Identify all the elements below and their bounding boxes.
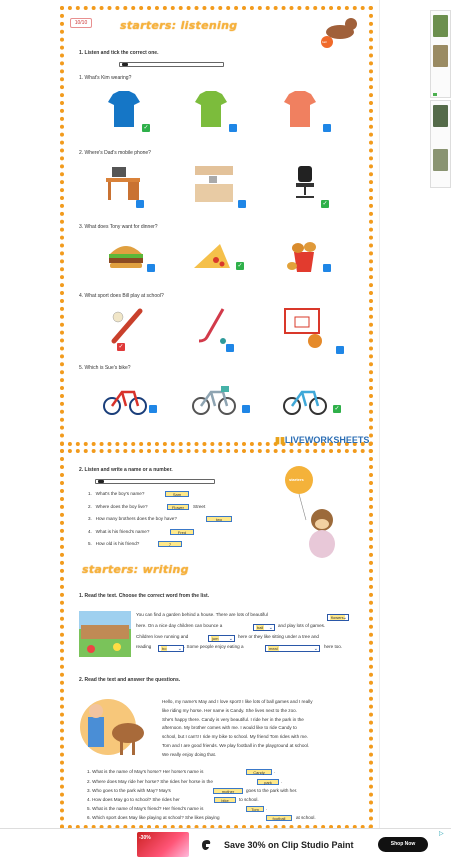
girl-horse-illustration [78, 697, 156, 761]
part2-heading: 2. Listen and write a name or a number. [79, 467, 173, 473]
q3-suffix: goes to the park with her. [246, 788, 298, 793]
para-line: school, but I can't! I ride my bike to school. My friend Tom rides with me. [162, 734, 309, 740]
fried-chicken-icon [286, 238, 322, 274]
green-tshirt-icon [194, 90, 228, 128]
read1-line4c: here too. [324, 644, 343, 649]
desk-icon [104, 164, 142, 202]
answer-place[interactable]: park [257, 779, 279, 785]
garden-illustration [79, 611, 131, 657]
answer-who[interactable]: mother [213, 788, 243, 794]
pizza-icon [192, 242, 232, 272]
writing-title: starters: writing [82, 563, 189, 576]
ad-banner[interactable] [0, 828, 451, 859]
question-3: 3. What does Tony want for dinner? [79, 224, 158, 230]
part2-item-4: 4. What is his friend's name? [88, 529, 150, 534]
read1-line2a: here. On a nice day children can bounce a [136, 623, 223, 628]
dropdown-jump[interactable]: jum ⌄ [208, 635, 235, 642]
dropdown-meal[interactable]: meal ⌄ [265, 645, 320, 652]
ad-text[interactable]: Save 30% on Clip Studio Paint [224, 840, 354, 850]
audio-player-2[interactable] [95, 479, 215, 484]
q3-option-3-check[interactable] [323, 264, 331, 272]
basketball-hoop-icon [283, 307, 327, 349]
read1-line2b: and play lots of games. [278, 623, 326, 628]
q3-option-1-check[interactable] [147, 264, 155, 272]
dropdown-flowers[interactable]: flowers ⌄ [327, 614, 349, 621]
dropdown-books[interactable]: bo ⌄ [158, 645, 184, 652]
question-2: 2. Where's Dad's mobile phone? [79, 150, 151, 156]
read1-line1: You can find a garden behind a house. There are lots of beautiful [136, 612, 268, 617]
street-suffix: Street [193, 504, 206, 509]
answer-friend-age[interactable]: 7 [158, 541, 182, 547]
related-worksheet-thumb-1[interactable] [430, 10, 451, 98]
clip-studio-icon [200, 839, 212, 851]
audio-player-1[interactable] [119, 62, 224, 67]
part2-item-5: 5. How old is his friend? [88, 541, 140, 546]
answer-friend-name[interactable]: Fred [170, 529, 194, 535]
para-line: She's happy there. Candy is very beautiful. I ride her in the park in the [162, 716, 304, 722]
q2-option-2-check[interactable] [238, 200, 246, 208]
read2-q3: 3. Who goes to the park with May? May's [87, 788, 171, 793]
part2-item-1: 1. What's the boy's name? [88, 491, 145, 496]
read1-line4a: reading [136, 644, 152, 649]
q1-option-2-check[interactable] [229, 124, 237, 132]
play-icon[interactable] [98, 480, 104, 483]
ad-choices-icon[interactable]: ▷ [439, 831, 444, 837]
q4-option-3-check[interactable] [336, 346, 344, 354]
read2-q4: 4. How does May go to school? She rides her [87, 797, 180, 802]
red-bike-icon [102, 382, 148, 416]
q4-option-1-check[interactable]: ✓ [118, 344, 124, 350]
q4-option-2-check[interactable] [226, 344, 234, 352]
read2-q5: 5. What is the name of May's friend? Her friend's name is [87, 806, 204, 811]
para-line: like riding my horse. Her name is Candy. She lives next to the zoo. [162, 707, 297, 713]
left-gutter [0, 0, 59, 859]
read2-q2: 2. Where does May ride her horse? She rides her horse in the [87, 779, 213, 784]
read1-heading: 1. Read the text. Choose the correct word from the list. [79, 593, 210, 599]
para-line: We really enjoy doing that. [162, 751, 217, 757]
thumb-image [433, 149, 448, 171]
grey-bike-icon [191, 382, 237, 416]
q1-option-1-check[interactable]: ✓ [143, 125, 149, 131]
dropdown-ball[interactable]: ball ⌄ [253, 624, 275, 631]
part1-heading: 1. Listen and tick the correct one. [79, 50, 159, 56]
q5-suffix: . [266, 806, 268, 811]
thumb-image [433, 15, 448, 37]
q2-option-1-check[interactable] [136, 200, 144, 208]
question-1: 1. What's Kim wearing? [79, 75, 132, 81]
read1-line4b: . Some people enjoy eating a [184, 644, 244, 649]
q5-option-2-check[interactable] [242, 405, 250, 413]
q3-option-2-check[interactable]: ✓ [237, 263, 243, 269]
q2-suffix: . [281, 779, 283, 784]
q1-option-3-check[interactable] [323, 124, 331, 132]
q2-option-3-check[interactable]: ✓ [322, 201, 328, 207]
q1-suffix: . [274, 769, 276, 774]
thumb-image [433, 45, 448, 67]
related-worksheet-thumb-2[interactable] [430, 100, 451, 188]
read2-heading: 2. Read the text and answer the questions. [79, 677, 181, 683]
answer-boy-name[interactable]: Sam [165, 491, 189, 497]
liveworksheets-logo: ▮▮LIVEWORKSHEETS [275, 435, 370, 445]
blue-tshirt-icon [107, 90, 141, 128]
dog-illustration [315, 12, 360, 50]
play-icon[interactable] [122, 63, 128, 66]
teal-bike-icon [282, 382, 328, 416]
para-line: afternoon. My brother comes with me. I would like to ride Candy to [162, 725, 297, 731]
para-line: Tom and I are good friends. We play football in the playground at school. [162, 742, 310, 748]
answer-horse-name[interactable]: Candy [246, 769, 272, 775]
read2-q6: 6. Which sport does May like playing at school? She likes playing [87, 815, 220, 820]
kitchen-icon [193, 164, 235, 204]
read2-q1: 1. What is the name of May's horse? Her horse's name is [87, 769, 204, 774]
listening-title: starters: listening [120, 19, 238, 32]
ad-discount-badge: -30% [139, 835, 151, 841]
read1-line3b: here or they like sitting under a tree and [238, 634, 319, 639]
question-4: 4. What sport does Bill play at school? [79, 293, 164, 299]
question-5: 5. Which is Sue's bike? [79, 365, 131, 371]
para-line: Hello, my name's May and I love sport! I like lots of ball games and I really [162, 699, 313, 704]
answer-brothers[interactable]: two [206, 516, 232, 522]
burger-icon [106, 240, 146, 272]
right-sidebar [379, 0, 429, 859]
baseball-bat-icon [108, 307, 144, 345]
read2-paragraph [162, 698, 358, 760]
thumb-image [433, 105, 448, 127]
thumb-marker [433, 93, 437, 96]
q6-suffix: at school. [296, 815, 316, 820]
answer-transport[interactable]: bike [214, 797, 236, 803]
part2-item-2: 2. Where does the boy live? [88, 504, 148, 509]
score-badge: 10/10 [70, 18, 92, 28]
balloon-label: starters [289, 477, 304, 482]
answer-friend[interactable]: Tom [246, 806, 264, 812]
svg-text:ball: ball [322, 40, 327, 44]
part2-item-3: 3. How many brothers does the boy have? [88, 516, 177, 521]
answer-street[interactable]: Flower [167, 504, 189, 510]
read1-line3a: Children love running and [136, 634, 189, 639]
q5-option-3-check[interactable]: ✓ [334, 406, 340, 412]
q5-option-1-check[interactable] [149, 405, 157, 413]
office-chair-icon [290, 164, 320, 202]
hockey-stick-icon [193, 307, 233, 345]
shop-now-button[interactable]: Shop Now [378, 837, 428, 852]
answer-sport[interactable]: football [266, 815, 292, 821]
orange-tshirt-icon [283, 90, 317, 128]
q4-suffix: to school. [239, 797, 259, 802]
